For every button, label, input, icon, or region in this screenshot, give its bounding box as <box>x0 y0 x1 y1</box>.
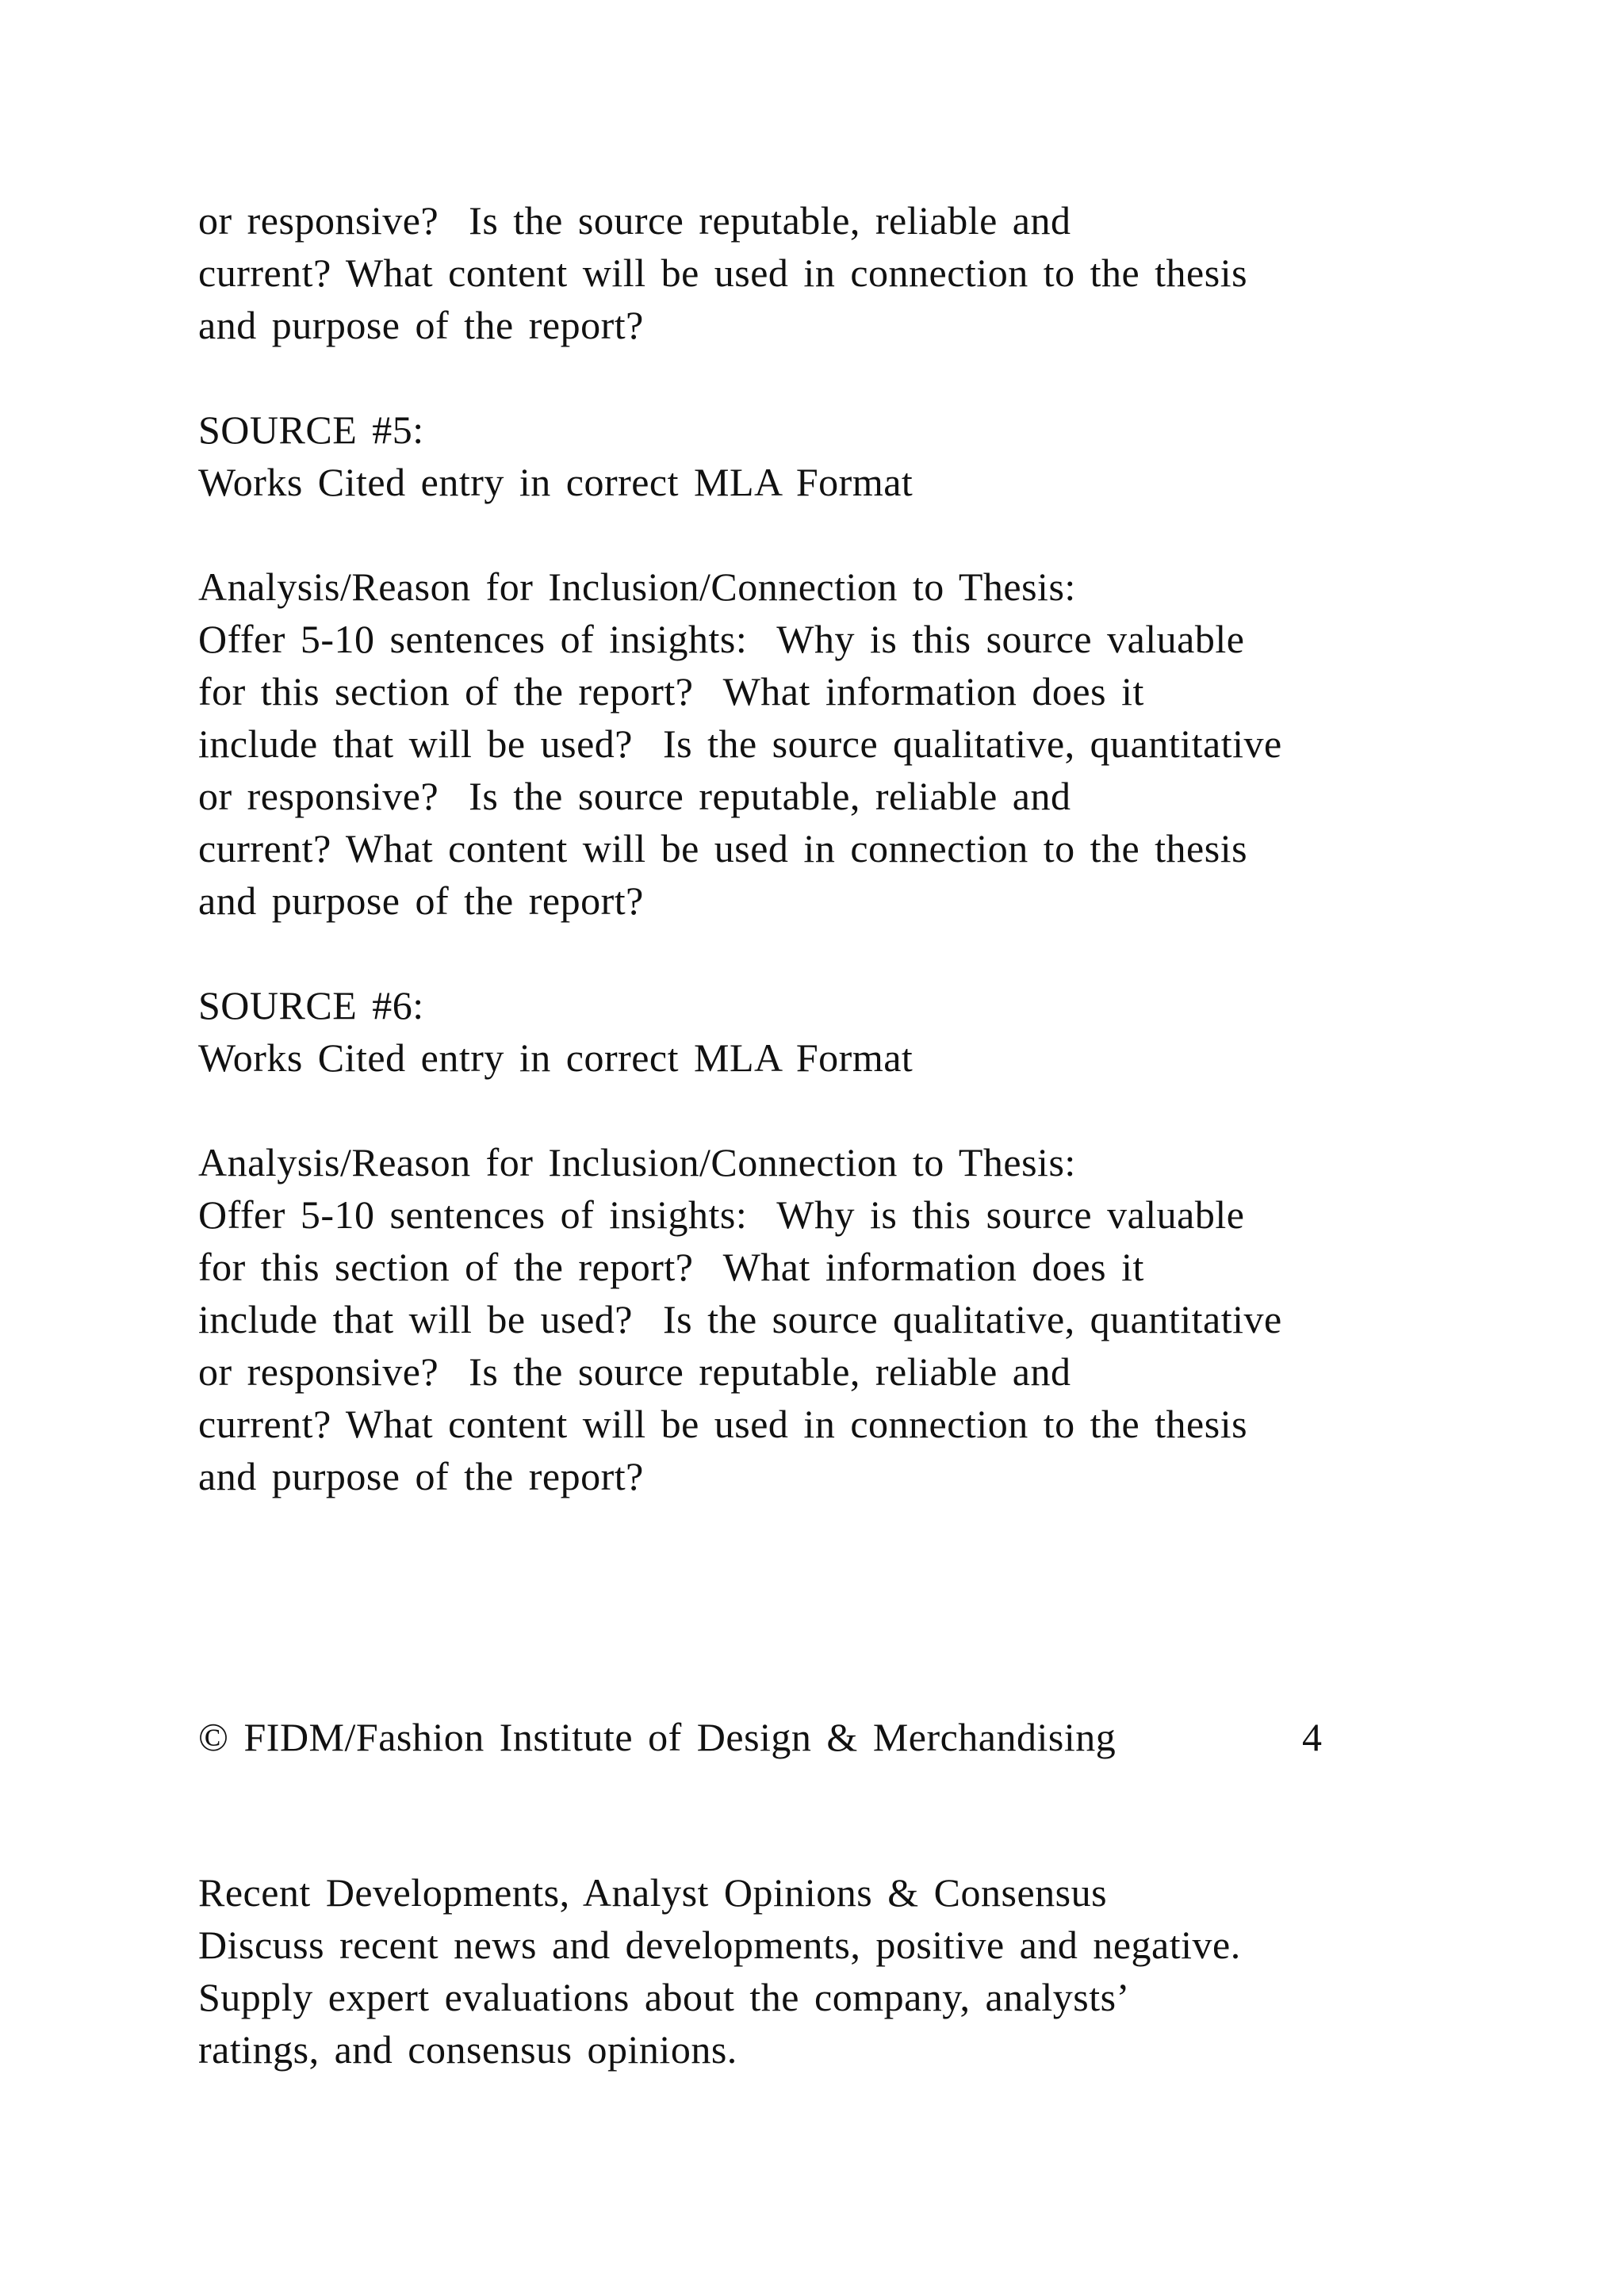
text-line: current? What content will be used in connection to the thesis <box>198 826 1248 871</box>
text-line: Offer 5-10 sentences of insights: Why is this source valuable <box>198 1192 1245 1237</box>
source-6-works-cited: Works Cited entry in correct MLA Format <box>198 1035 914 1080</box>
text-line: ratings, and consensus opinions. <box>198 2027 737 2072</box>
text-line: or responsive? Is the source reputable, reliable and <box>198 774 1071 818</box>
text-line: include that will be used? Is the source qualitative, quantitative <box>198 1297 1282 1341</box>
source-5-works-cited: Works Cited entry in correct MLA Format <box>198 460 914 504</box>
text-line: and purpose of the report? <box>198 878 644 923</box>
text-line: Discuss recent news and developments, positive and negative. <box>198 1923 1241 1967</box>
text-line: Offer 5-10 sentences of insights: Why is this source valuable <box>198 617 1245 661</box>
text-line: or responsive? Is the source reputable, reliable and <box>198 198 1071 243</box>
text-line: current? What content will be used in connection to the thesis <box>198 251 1248 295</box>
text-line: Supply expert evaluations about the company, analysts’ <box>198 1975 1130 2019</box>
page-number: 4 <box>1302 1715 1323 1759</box>
text-line: include that will be used? Is the source qualitative, quantitative <box>198 721 1282 766</box>
source-5-analysis-heading: Analysis/Reason for Inclusion/Connection to Thesis: <box>198 564 1076 609</box>
text-line: or responsive? Is the source reputable, reliable and <box>198 1349 1071 1394</box>
footer-copyright: © FIDM/Fashion Institute of Design & Merchandising <box>198 1715 1116 1759</box>
source-6-analysis-heading: Analysis/Reason for Inclusion/Connection to Thesis: <box>198 1140 1076 1184</box>
text-line: and purpose of the report? <box>198 303 644 347</box>
source-6-heading: SOURCE #6: <box>198 983 424 1027</box>
text-line: and purpose of the report? <box>198 1454 644 1498</box>
text-line: current? What content will be used in connection to the thesis <box>198 1402 1248 1446</box>
text-line: for this section of the report? What information does it <box>198 669 1144 714</box>
text-line: for this section of the report? What information does it <box>198 1245 1144 1289</box>
section-heading: Recent Developments, Analyst Opinions & Consensus <box>198 1870 1108 1915</box>
source-5-heading: SOURCE #5: <box>198 408 424 452</box>
